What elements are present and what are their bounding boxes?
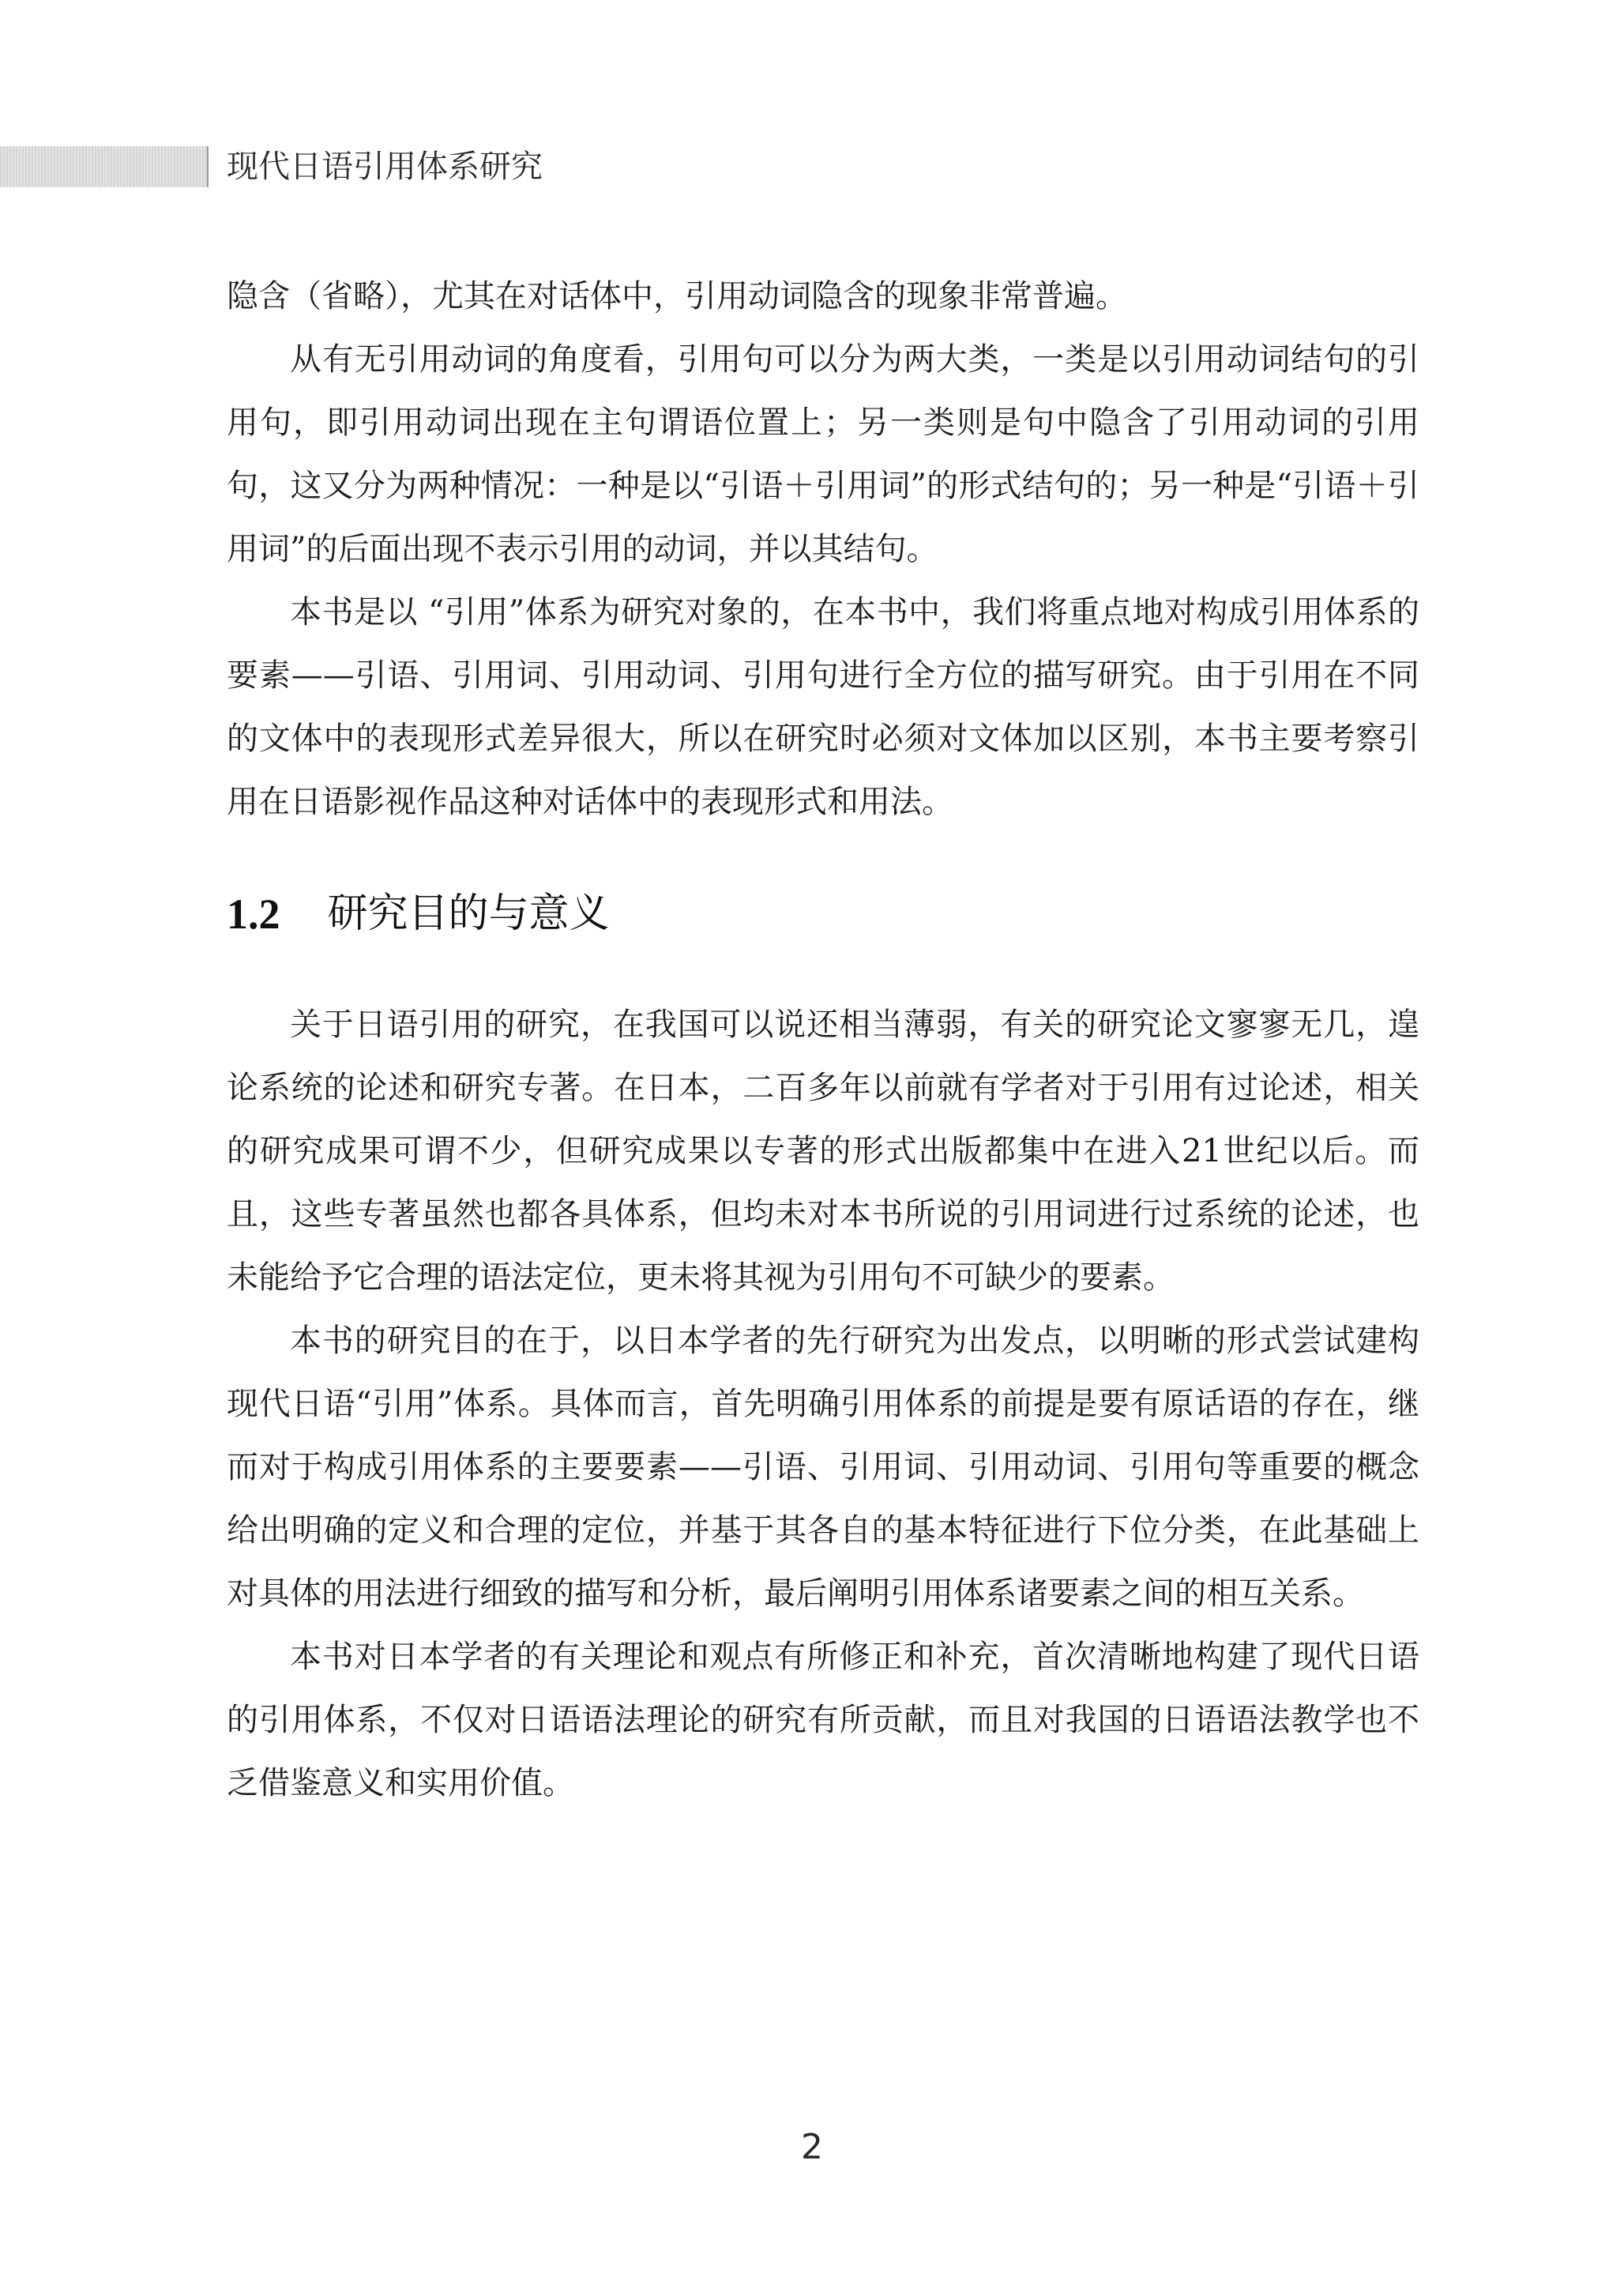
page-body [227,265,1419,1815]
page-number: 2 [801,2127,823,2167]
paragraph-continued: 隐含（省略），尤其在对话体中，引用动词隐含的现象非常普遍。 [227,278,1127,314]
running-title: 现代日语引用体系研究 [227,149,543,185]
paragraph-research-status: 关于日语引用的研究，在我国可以说还相当薄弱，有关的研究论文寥寥无几，遑论系统的论述和研究专著。在日本，二百多年以前就有学者对于引用有过论述，相关的研究成果可谓不少，但研究成果以专著的形式出版都集中在进入21世纪以后。而且，这些专著虽然也都各具体系，但均未对本书所说的引用词进行过系统的论述，也未能给予它合理的语法定位，更未将其视为引用句不可缺少的要素。 [227,1007,1419,1296]
paragraph-research-object: 本书是以 “引用”体系为研究对象的，在本书中，我们将重点地对构成引用体系的要素——引语、引用词、引用动词、引用句进行全方位的描写研究。由于引用在不同的文体中的表现形式差异很大，所以在研究时必须对文体加以区别，本书主要考察引用在日语影视作品这种对话体中的表现形式和用法。 [227,594,1419,820]
header-divider-line [207,146,209,187]
section-title: 研究目的与意义 [327,890,610,937]
header-decorative-band [0,146,207,187]
paragraph-research-purpose: 本书的研究目的在于，以日本学者的先行研究为出发点，以明晰的形式尝试建构现代日语“引用”体系。具体而言，首先明确引用体系的前提是要有原话语的存在，继而对于构成引用体系的主要要素——引语、引用词、引用动词、引用句等重要的概念给出明确的定义和合理的定位，并基于其各自的基本特征进行下位分类，在此基础上对具体的用法进行细致的描写和分析，最后阐明引用体系诸要素之间的相互关系。 [227,1323,1419,1612]
paragraph-research-significance: 本书对日本学者的有关理论和观点有所修正和补充，首次清晰地构建了现代日语的引用体系，不仅对日语语法理论的研究有所贡献，而且对我国的日语语法教学也不乏借鉴意义和实用价值。 [227,1639,1419,1801]
section-heading [227,883,1419,946]
section-number: 1.2 [227,890,280,938]
paragraph-verb-classification: 从有无引用动词的角度看，引用句可以分为两大类，一类是以引用动词结句的引用句，即引用动词出现在主句谓语位置上；另一类则是句中隐含了引用动词的引用句，这又分为两种情况：一种是以“引语＋引用词”的形式结句的；另一种是“引语＋引用词”的后面出现不表示引用的动词，并以其结句。 [227,341,1419,567]
